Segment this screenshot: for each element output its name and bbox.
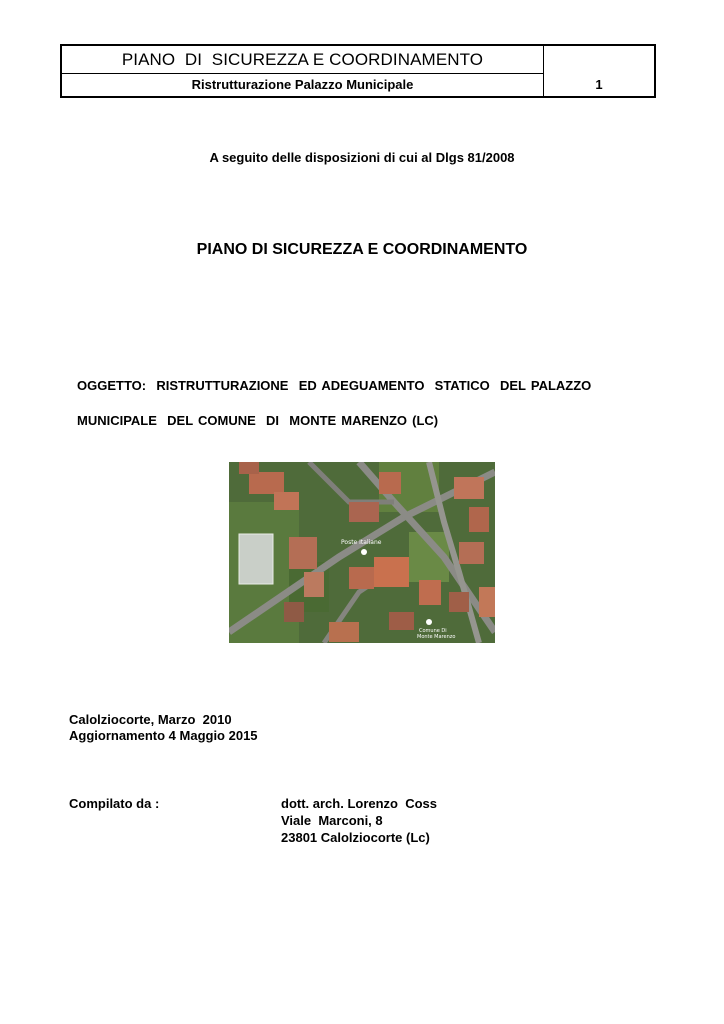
intro-text: A seguito delle disposizioni di cui al Dlgs 81/2008 <box>209 150 515 165</box>
document-title: PIANO DI SICUREZZA E COORDINAMENTO <box>196 241 528 258</box>
update-date: Aggiornamento 4 Maggio 2015 <box>69 728 258 743</box>
author-name: dott. arch. Lorenzo Coss <box>281 796 438 811</box>
map-label-comune-2: Monte Marenzo <box>417 634 456 640</box>
compiled-by-label: Compilato da : <box>69 796 160 811</box>
subject-line-1: OGGETTO: RISTRUTTURAZIONE ED ADEGUAMENTO STATICO DEL PALAZZO <box>77 378 592 393</box>
author-street: Viale Marconi, 8 <box>281 813 383 828</box>
subject-line-2: MUNICIPALE DEL COMUNE DI MONTE MARENZO (LC) <box>77 413 439 428</box>
header-title: PIANO DI SICUREZZA E COORDINAMENTO <box>62 46 544 74</box>
aerial-map-image <box>229 462 495 643</box>
document-header <box>60 44 656 98</box>
map-label-comune-1: Comune Di <box>419 628 447 634</box>
author-city: 23801 Calolziocorte (Lc) <box>281 830 430 845</box>
header-subtitle: Ristrutturazione Palazzo Municipale <box>62 74 544 96</box>
page-number: 1 <box>595 77 603 92</box>
map-label-poste: Poste Italiane <box>341 539 382 546</box>
issue-date: Calolziocorte, Marzo 2010 <box>69 712 232 727</box>
